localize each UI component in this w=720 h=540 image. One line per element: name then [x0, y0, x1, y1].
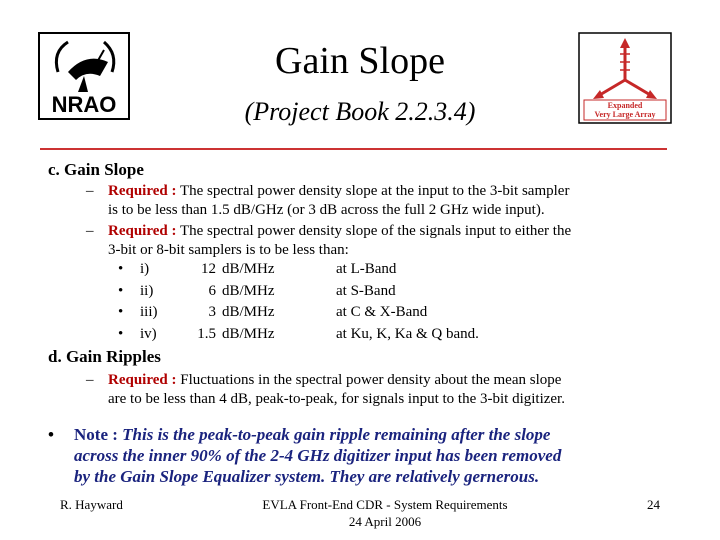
page-number: 24 — [647, 497, 660, 512]
requirement-2-line2: 3-bit or 8-bit samplers is to be less than: — [108, 242, 349, 258]
list-item: • ii) 6 dB/MHz at S-Band — [118, 282, 396, 299]
evla-logo-line1: Expanded — [607, 101, 643, 110]
slide-title: Gain Slope — [275, 40, 445, 82]
note-line3: by the Gain Slope Equalizer system. They are relatively gernerous. — [74, 467, 540, 486]
requirement-3-line2: are to be less than 4 dB, peak-to-peak, for signals input to the 3-bit digitizer. — [108, 391, 565, 407]
dash-marker: – — [86, 372, 94, 388]
note-bullet: • — [48, 425, 54, 444]
nrao-logo — [38, 32, 130, 120]
section-c-heading: c. Gain Slope — [48, 160, 144, 179]
note-label: Note : — [74, 425, 118, 444]
slide-subtitle: (Project Book 2.2.3.4) — [244, 97, 476, 126]
evla-logo-line2: Very Large Array — [594, 110, 656, 119]
dash-marker: – — [86, 183, 94, 199]
section-d-heading: d. Gain Ripples — [48, 347, 161, 366]
note-line2: across the inner 90% of the 2-4 GHz digitizer input has been removed — [74, 446, 562, 465]
list-item: • iii) 3 dB/MHz at C & X-Band — [118, 304, 428, 320]
required-label: Required : — [108, 183, 177, 199]
requirement-1-line2: is to be less than 1.5 dB/GHz (or 3 dB across the full 2 GHz wide input). — [108, 202, 545, 218]
footer-title: EVLA Front-End CDR - System Requirements — [262, 497, 508, 512]
footer-author: R. Hayward — [60, 497, 123, 512]
note-line1: This is the peak-to-peak gain ripple remaining after the slope — [122, 425, 551, 444]
required-label: Required : — [108, 223, 177, 239]
requirement-1-line1: The spectral power density slope at the input to the 3-bit sampler — [179, 183, 570, 199]
required-label: Required : — [108, 372, 177, 388]
title-divider — [40, 148, 667, 150]
list-item: • i) 12 dB/MHz at L-Band — [118, 261, 397, 277]
nrao-logo-text: NRAO — [51, 92, 117, 117]
list-item: • iv) 1.5 dB/MHz at Ku, K, Ka & Q band. — [118, 325, 479, 342]
requirement-2-line1: The spectral power density slope of the signals input to either the — [179, 223, 572, 239]
dash-marker: – — [86, 223, 94, 239]
footer-center — [230, 496, 540, 530]
requirement-3-line1: Fluctuations in the spectral power density about the mean slope — [180, 372, 562, 388]
evla-logo — [578, 32, 672, 124]
footer-date: 24 April 2006 — [348, 514, 422, 529]
